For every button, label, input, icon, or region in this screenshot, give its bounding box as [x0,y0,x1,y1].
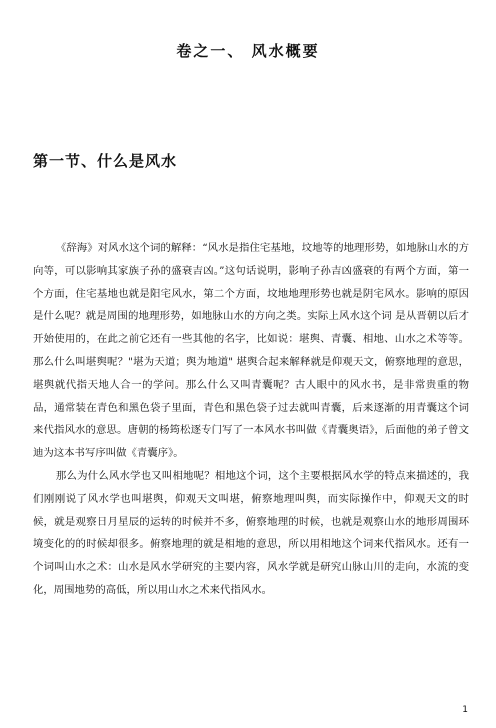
paragraph: 那么为什么风水学也又叫相地呢？相地这个词，这个主要根据风水学的特点来描述的，我们刚刚说了风水学也叫堪舆，仰观天文叫堪，俯察地理叫舆，而实际操作中，仰观天文的时候，就是观察日月星辰的运转的时候并不多，俯察地理的时候，也就是观察山水的地形周围环境变化的的时候却很多。俯察地理的就是相地的意思，所以用相地这个词来代指风水。还有一个词叫山水之术：山水是风水学研究的主要内容，风水学就是研究山脉山川的走向，水流的变化，周围地势的高低，所以用山水之术来代指风水。 [33,469,469,596]
page-number: 1 [462,705,468,715]
paragraph: 《辞海》对风水这个词的解释：“风水是指住宅基地，坟地等的地理形势，如地脉山水的方向等，可以影响其家族子孙的盛衰吉凶。”这句话说明，影响子孙吉凶盛衰的有两个方面，第一个方面，住宅基地也就是阳宅风水，第二个方面，坟地地理形势也就是阴宅风水。影响的原因是什么呢？就是周围的地理形势，如地脉山水的方向之类。实际上风水这个词 是从晋朝以后才开始使用的，在此之前它还有一些其他的名字，比如说：堪舆、青囊、相地、山水之术等等。那么什么叫堪舆呢？"堪为天道；舆为地道" 堪舆合起来解释就是仰观天文，俯察地理的意思，堪舆就代指天地人合一的学问。那么什么又叫青囊呢？古人眼中的风水书，是非常贵重的物品，通常装在青色和黑色袋子里面，青色和黑色袋子过去就叫青囊，后来逐渐的用青囊这个词来代指风水的意思。唐朝的杨筠松逐专门写了一本风水书叫做《青囊奥语》，后面他的弟子曾文迪为这本书写序叫做《青囊序》。 [33,242,469,460]
body-text [33,237,469,602]
section-title: 第一节、什么是风水 [33,152,178,170]
chapter-title: 卷之一、 风水概要 [176,42,320,60]
